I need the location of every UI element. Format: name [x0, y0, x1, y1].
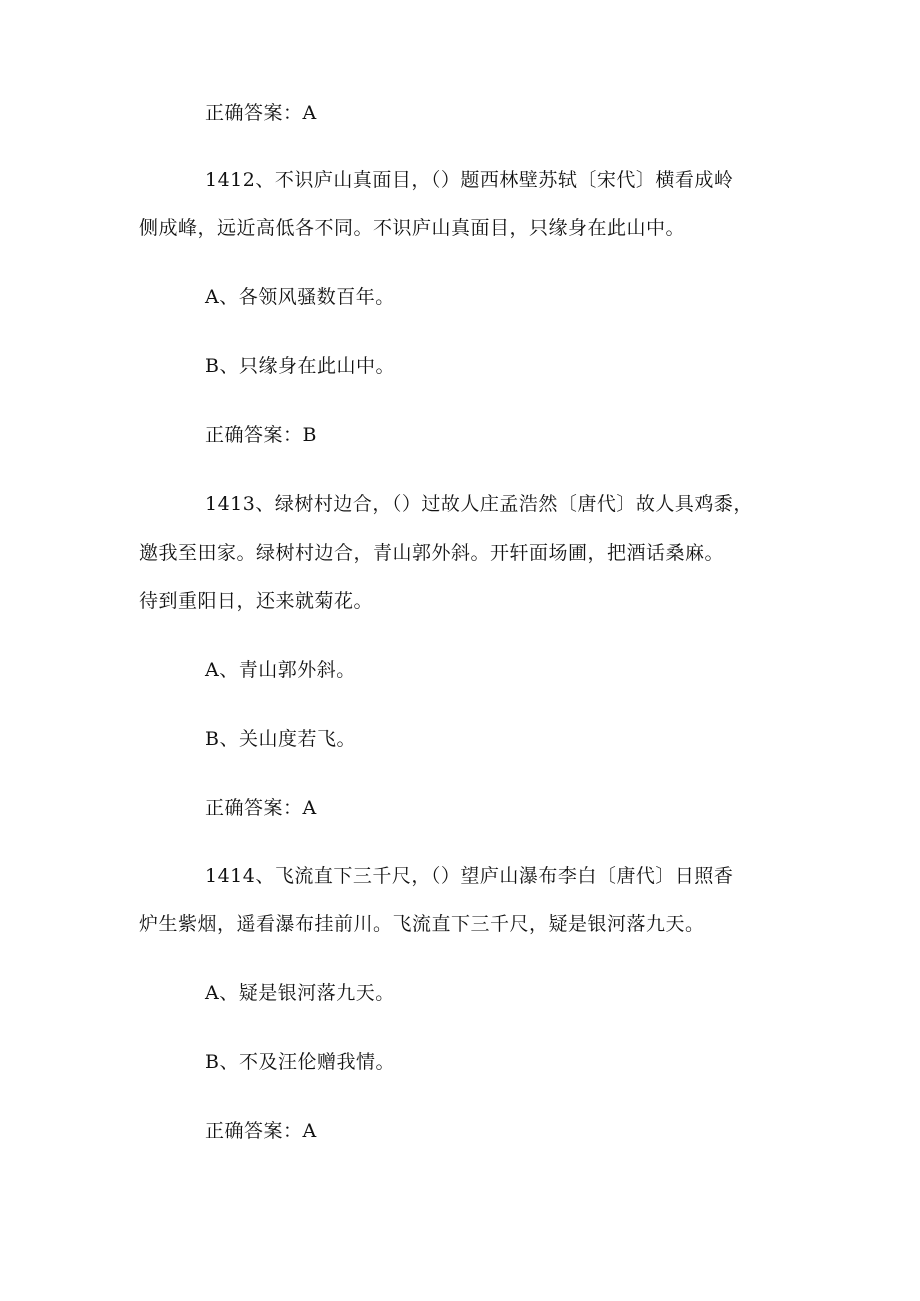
answer-line-1414: 正确答案：A: [205, 1120, 317, 1142]
question-1412-line-1: 1412、不识庐山真面目，（）题西林壁苏轼〔宋代〕横看成岭: [205, 169, 734, 191]
option-a-1412: A、各领风骚数百年。: [205, 286, 395, 308]
option-b-1413: B、关山度若飞。: [205, 728, 356, 750]
answer-line-1412: 正确答案：B: [205, 424, 317, 446]
question-1413-line-2: 邀我至田家。绿树村边合，青山郭外斜。开轩面场圃，把酒话桑麻。: [139, 542, 725, 564]
option-a-1414: A、疑是银河落九天。: [205, 982, 395, 1004]
question-1413-line-3: 待到重阳日，还来就菊花。: [139, 590, 374, 612]
question-1414-line-2: 炉生紫烟，遥看瀑布挂前川。飞流直下三千尺，疑是银河落九天。: [139, 913, 705, 935]
option-b-1412: B、只缘身在此山中。: [205, 355, 395, 377]
answer-line: 正确答案：A: [205, 102, 317, 124]
question-1413-line-1: 1413、绿树村边合，（）过故人庄孟浩然〔唐代〕故人具鸡黍，: [205, 493, 753, 515]
question-1412-line-2: 侧成峰，远近高低各不同。不识庐山真面目，只缘身在此山中。: [139, 217, 686, 239]
answer-line-1413: 正确答案：A: [205, 797, 317, 819]
option-b-1414: B、不及汪伦赠我情。: [205, 1051, 395, 1073]
question-1414-line-1: 1414、飞流直下三千尺，（）望庐山瀑布李白〔唐代〕日照香: [205, 865, 734, 887]
option-a-1413: A、青山郭外斜。: [205, 659, 356, 681]
